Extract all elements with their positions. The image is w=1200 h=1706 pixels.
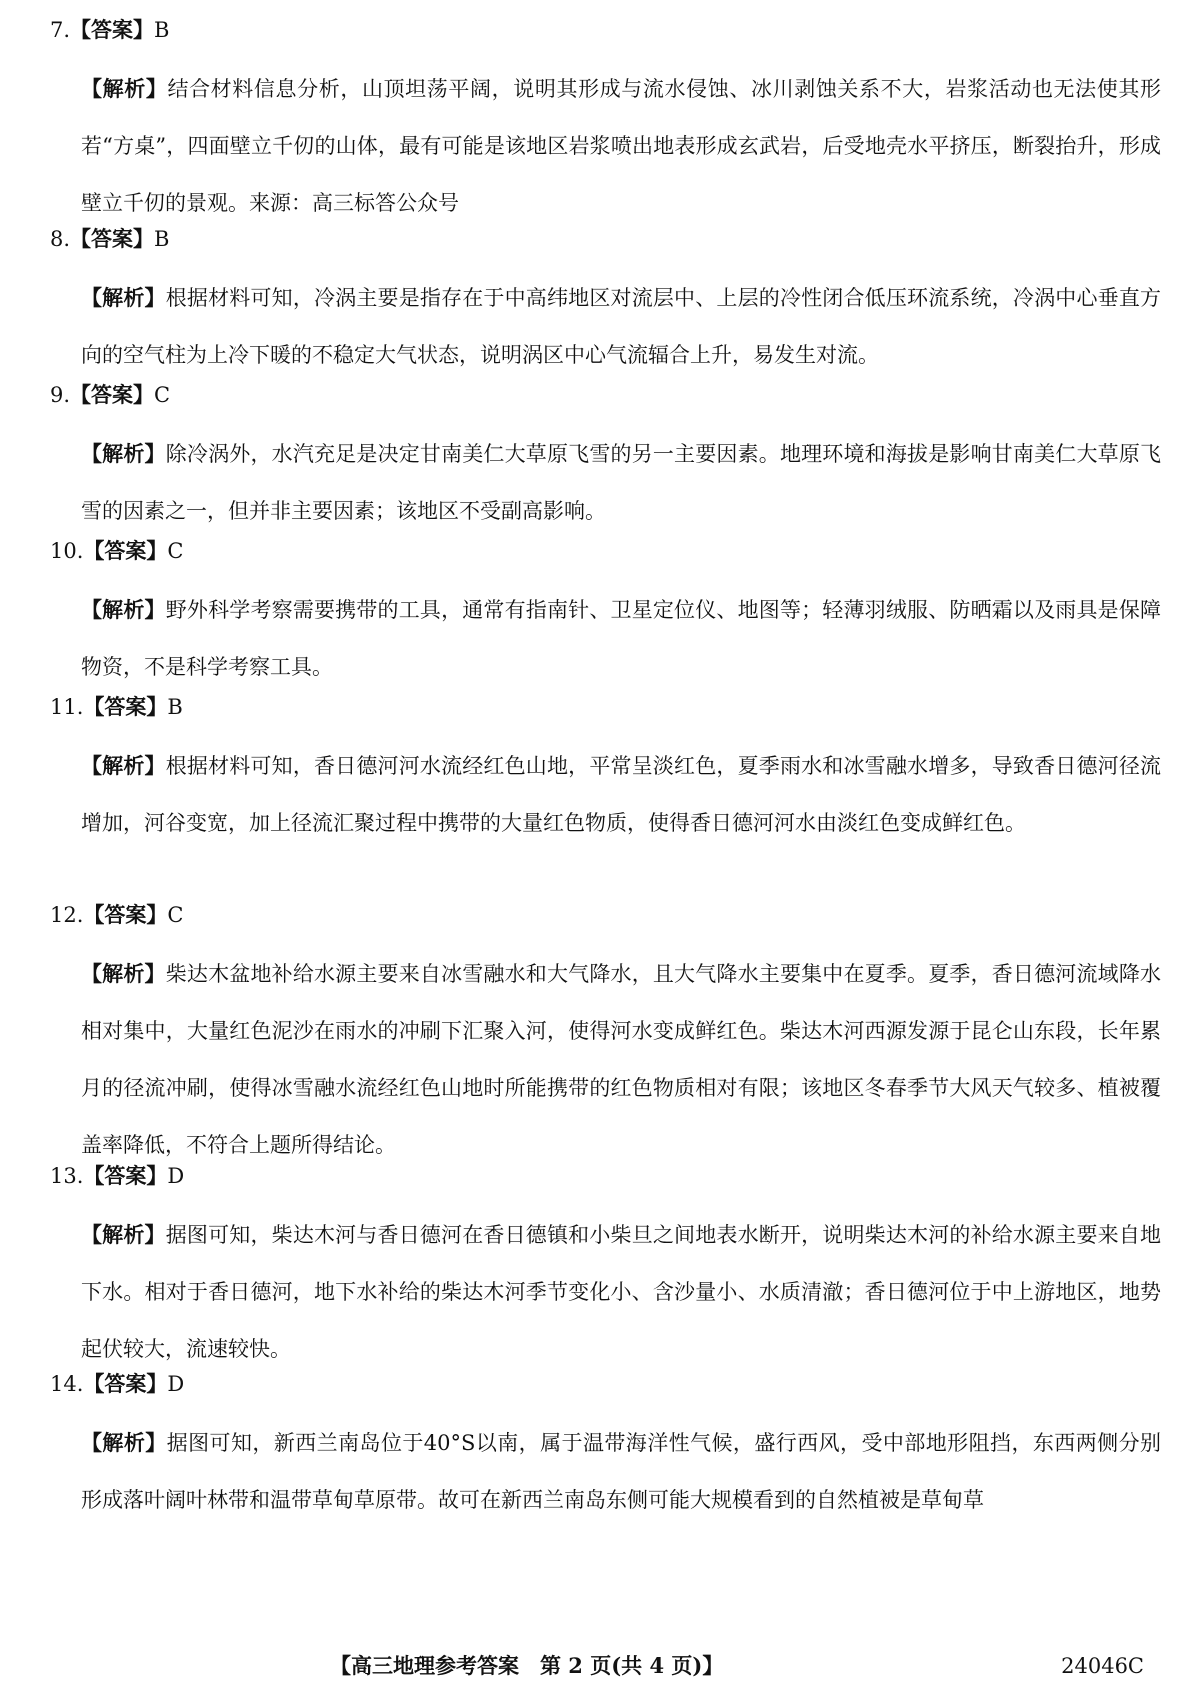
analysis-tag: 【解析】 [81, 597, 166, 622]
question-number: 10. [50, 539, 84, 563]
answer-tag: 【答案】 [70, 382, 155, 407]
question-number: 7. [50, 18, 71, 42]
answer-tag: 【答案】 [83, 902, 168, 927]
answer-tag: 【答案】 [70, 17, 155, 42]
analysis-paragraph [81, 60, 1161, 232]
answer-line [50, 219, 169, 259]
analysis-text: 除冷涡外，水汽充足是决定甘南美仁大草原飞雪的另一主要因素。地理环境和海拔是影响甘南美仁大草原飞雪的因素之一，但并非主要因素；该地区不受副高影响。 [81, 442, 1162, 523]
answer-value: B [154, 227, 170, 251]
answer-line [50, 1364, 184, 1404]
answer-tag: 【答案】 [83, 1163, 168, 1188]
question-number: 11. [50, 695, 84, 719]
answer-value: D [167, 1164, 185, 1188]
analysis-tag: 【解析】 [81, 285, 166, 310]
analysis-text: 野外科学考察需要携带的工具，通常有指南针、卫星定位仪、地图等；轻薄羽绒服、防晒霜以及雨具是保障物资，不是科学考察工具。 [81, 598, 1162, 679]
answer-value: C [167, 903, 184, 927]
answer-line [50, 531, 183, 571]
footer-page-label: 【高三地理参考答案 第 2 页(共 4 页)】 [330, 1653, 724, 1678]
question-number: 12. [50, 903, 84, 927]
analysis-tag: 【解析】 [81, 961, 166, 986]
analysis-paragraph [81, 269, 1161, 384]
answer-tag: 【答案】 [83, 694, 168, 719]
analysis-tag: 【解析】 [81, 753, 166, 778]
answer-line [50, 1156, 184, 1196]
analysis-tag: 【解析】 [81, 441, 166, 466]
footer-doc-code: 24046C [1061, 1654, 1144, 1678]
question-number: 8. [50, 227, 71, 251]
analysis-paragraph [81, 945, 1161, 1174]
page-footer [0, 1648, 1200, 1684]
analysis-text: 根据材料可知，香日德河河水流经红色山地，平常呈淡红色，夏季雨水和冰雪融水增多，导致香日德河径流增加，河谷变宽，加上径流汇聚过程中携带的大量红色物质，使得香日德河河水由淡红色变成鲜红色。 [81, 754, 1162, 835]
analysis-paragraph [81, 581, 1161, 696]
answer-value: C [154, 383, 171, 407]
answer-line [50, 895, 183, 935]
question-number: 9. [50, 383, 71, 407]
analysis-tag: 【解析】 [81, 76, 168, 101]
answer-tag: 【答案】 [83, 1371, 168, 1396]
analysis-paragraph [81, 1414, 1161, 1529]
analysis-text: 根据材料可知，冷涡主要是指存在于中高纬地区对流层中、上层的冷性闭合低压环流系统，冷涡中心垂直方向的空气柱为上冷下暖的不稳定大气状态，说明涡区中心气流辐合上升，易发生对流。 [81, 286, 1162, 367]
answer-tag: 【答案】 [70, 226, 155, 251]
answer-value: C [167, 539, 184, 563]
answer-tag: 【答案】 [83, 538, 168, 563]
analysis-tag: 【解析】 [81, 1430, 167, 1455]
answer-line [50, 687, 183, 727]
analysis-text: 据图可知，新西兰南岛位于40°S以南，属于温带海洋性气候，盛行西风，受中部地形阻挡，东西两侧分别形成落叶阔叶林带和温带草甸草原带。故可在新西兰南岛东侧可能大规模看到的自然植被是草甸草 [81, 1431, 1161, 1512]
question-number: 13. [50, 1164, 84, 1188]
answer-line [50, 10, 169, 50]
analysis-tag: 【解析】 [81, 1222, 166, 1247]
analysis-text: 据图可知，柴达木河与香日德河在香日德镇和小柴旦之间地表水断开，说明柴达木河的补给水源主要来自地下水。相对于香日德河，地下水补给的柴达木河季节变化小、含沙量小、水质清澈；香日德河位于中上游地区，地势起伏较大，流速较快。 [81, 1223, 1162, 1361]
answer-value: B [167, 695, 183, 719]
analysis-text: 柴达木盆地补给水源主要来自冰雪融水和大气降水，且大气降水主要集中在夏季。夏季，香日德河流域降水相对集中，大量红色泥沙在雨水的冲刷下汇聚入河，使得河水变成鲜红色。柴达木河西源发源于昆仑山东段，长年累月的径流冲刷，使得冰雪融水流经红色山地时所能携带的红色物质相对有限；该地区冬春季节大风天气较多、植被覆盖率降低，不符合上题所得结论。 [81, 962, 1162, 1157]
answer-value: D [167, 1372, 185, 1396]
answer-value: B [154, 18, 170, 42]
analysis-text: 结合材料信息分析，山顶坦荡平阔，说明其形成与流水侵蚀、冰川剥蚀关系不大，岩浆活动也无法使其形若“方桌”，四面壁立千仞的山体，最有可能是该地区岩浆喷出地表形成玄武岩，后受地壳水平挤压，断裂抬升，形成壁立千仞的景观。来源：高三标答公众号 [81, 77, 1161, 215]
question-number: 14. [50, 1372, 84, 1396]
analysis-paragraph [81, 737, 1161, 852]
answer-line [50, 375, 170, 415]
analysis-paragraph [81, 425, 1161, 540]
analysis-paragraph [81, 1206, 1161, 1378]
